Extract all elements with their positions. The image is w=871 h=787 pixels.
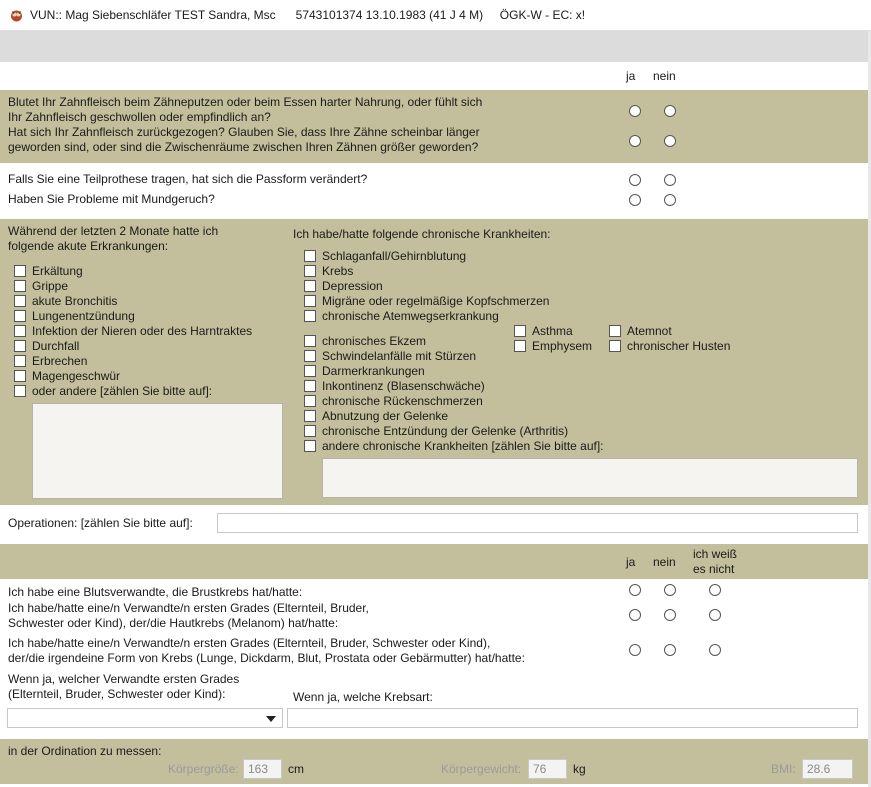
- gum-recession-no-radio[interactable]: [664, 135, 676, 147]
- chronic-dizziness-label: Schwindelanfälle mit Stürzen: [322, 349, 477, 363]
- other-cancer-dont-know-radio[interactable]: [709, 644, 721, 656]
- prosthesis-section: [0, 163, 868, 219]
- acute-vomiting-label: Erbrechen: [32, 354, 88, 368]
- cancer-type-label: Wenn ja, welche Krebsart:: [293, 690, 433, 704]
- chronic-stroke-label: Schlaganfall/Gehirnblutung: [322, 249, 467, 263]
- chronic-other-label: andere chronische Krankheiten [zählen Sie bitte auf]:: [322, 439, 604, 453]
- acute-cold-checkbox[interactable]: [14, 265, 26, 277]
- family-col-dont-know: ich weiß: [693, 547, 738, 561]
- acute-heading: Während der letzten 2 Monate hatte ich: [8, 224, 219, 238]
- weight-unit: kg: [573, 762, 586, 776]
- operations-label: Operationen: [zählen Sie bitte auf]:: [8, 516, 193, 530]
- chronic-respiratory-label: chronische Atemwegserkrankung: [322, 309, 499, 323]
- dyspnea-checkbox[interactable]: [609, 325, 621, 337]
- gum-questions-section: [0, 90, 868, 163]
- emphysema-label: Emphysem: [532, 339, 593, 353]
- gum-bleeding-question: Blutet Ihr Zahnfleisch beim Zähneputzen oder beim Essen harter Nahrung, oder fühlt sich: [8, 95, 483, 109]
- gum-recession-yes-radio[interactable]: [629, 135, 641, 147]
- acute-kidney-infection-label: Infektion der Nieren oder des Harntraktes: [32, 324, 253, 338]
- acute-other-label: oder andere [zählen Sie bitte auf]:: [32, 384, 213, 398]
- chronic-other-textarea[interactable]: [322, 458, 858, 498]
- chronic-arthritis-checkbox[interactable]: [304, 425, 316, 437]
- operations-section: [0, 505, 868, 544]
- other-cancer-no-radio[interactable]: [664, 644, 676, 656]
- chronic-incontinence-checkbox[interactable]: [304, 380, 316, 392]
- gum-bleeding-yes-radio[interactable]: [629, 105, 641, 117]
- toolbar-strip: [0, 31, 871, 62]
- acute-diarrhea-checkbox[interactable]: [14, 340, 26, 352]
- acute-flu-label: Grippe: [32, 279, 69, 293]
- height-label: Körpergröße:: [168, 762, 239, 776]
- acute-ulcer-label: Magengeschwür: [32, 369, 121, 383]
- family-header: [0, 544, 868, 579]
- relative-which-label: Wenn ja, welcher Verwandte ersten Grades: [8, 672, 240, 686]
- relative-select[interactable]: [7, 708, 283, 728]
- relative-which-label-cont: (Elternteil, Bruder, Schwester oder Kind):: [8, 687, 226, 701]
- height-unit: cm: [288, 762, 304, 776]
- chronic-cough-label: chronischer Husten: [627, 339, 731, 353]
- gum-recession-question: Hat sich Ihr Zahnfleisch zurückgezogen? Glauben Sie, dass Ihre Zähne scheinbar länger: [8, 125, 480, 139]
- chronic-eczema-checkbox[interactable]: [304, 335, 316, 347]
- dyspnea-label: Atemnot: [627, 324, 672, 338]
- melanoma-no-radio[interactable]: [664, 609, 676, 621]
- other-cancer-question: Ich habe/hatte eine/n Verwandte/n ersten Grades (Elternteil, Bruder, Schwester oder Kind),: [8, 636, 491, 650]
- chronic-back-pain-checkbox[interactable]: [304, 395, 316, 407]
- operations-input[interactable]: [217, 513, 858, 533]
- gum-bleeding-question-cont: Ihr Zahnfleisch geschwollen oder empfindlich an?: [8, 110, 271, 124]
- acute-ulcer-checkbox[interactable]: [14, 370, 26, 382]
- acute-cold-label: Erkältung: [32, 264, 83, 278]
- breast-cancer-no-radio[interactable]: [664, 584, 676, 596]
- chronic-dizziness-checkbox[interactable]: [304, 350, 316, 362]
- chronic-heading: Ich habe/hatte folgende chronische Krankheiten:: [293, 227, 551, 241]
- chronic-cancer-label: Krebs: [322, 264, 354, 278]
- melanoma-yes-radio[interactable]: [629, 609, 641, 621]
- acute-bronchitis-label: akute Bronchitis: [32, 294, 118, 308]
- measure-heading: in der Ordination zu messen:: [8, 744, 162, 758]
- chronic-bowel-label: Darmerkrankungen: [322, 364, 425, 378]
- window-titlebar: [0, 0, 871, 31]
- breast-cancer-yes-radio[interactable]: [629, 584, 641, 596]
- chronic-migraine-checkbox[interactable]: [304, 295, 316, 307]
- melanoma-question-cont: Schwester oder Kind), der/die Hautkrebs (Melanom) hat/hatte:: [8, 616, 339, 630]
- family-history-section: [0, 579, 868, 739]
- diseases-section: [0, 219, 868, 505]
- acute-heading-cont: folgende akute Erkrankungen:: [8, 239, 169, 253]
- asthma-label: Asthma: [532, 324, 573, 338]
- family-col-no: nein: [653, 555, 676, 569]
- acute-bronchitis-checkbox[interactable]: [14, 295, 26, 307]
- chronic-respiratory-checkbox[interactable]: [304, 310, 316, 322]
- asthma-checkbox[interactable]: [514, 325, 526, 337]
- chronic-cancer-checkbox[interactable]: [304, 265, 316, 277]
- melanoma-question: Ich habe/hatte eine/n Verwandte/n ersten Grades (Elternteil, Bruder,: [8, 601, 369, 615]
- acute-other-checkbox[interactable]: [14, 385, 26, 397]
- chronic-incontinence-label: Inkontinenz (Blasenschwäche): [322, 379, 485, 393]
- gum-bleeding-no-radio[interactable]: [664, 105, 676, 117]
- other-cancer-question-cont: der/die irgendeine Form von Krebs (Lunge, Dickdarm, Blut, Prostata oder Gebärmutter) hat/hatte:: [8, 651, 525, 665]
- chronic-eczema-label: chronisches Ekzem: [322, 334, 427, 348]
- chronic-cough-checkbox[interactable]: [609, 340, 621, 352]
- bad-breath-question: Haben Sie Probleme mit Mundgeruch?: [8, 192, 215, 206]
- melanoma-dont-know-radio[interactable]: [709, 609, 721, 621]
- chronic-depression-checkbox[interactable]: [304, 280, 316, 292]
- chronic-other-checkbox[interactable]: [304, 440, 316, 452]
- col-yes-label: ja: [626, 69, 636, 83]
- bad-breath-no-radio[interactable]: [664, 194, 676, 206]
- col-no-label: nein: [653, 69, 676, 83]
- emphysema-checkbox[interactable]: [514, 340, 526, 352]
- prosthesis-no-radio[interactable]: [664, 174, 676, 186]
- breast-cancer-question: Ich habe eine Blutsverwandte, die Brustkrebs hat/hatte:: [8, 585, 303, 599]
- cancer-type-input[interactable]: [287, 708, 858, 728]
- acute-kidney-infection-checkbox[interactable]: [14, 325, 26, 337]
- acute-other-textarea[interactable]: [32, 403, 283, 499]
- gum-recession-question-cont: geworden sind, oder sind die Zwischenräume zwischen Ihren Zähnen größer geworden?: [8, 140, 479, 154]
- acute-pneumonia-label: Lungenentzündung: [32, 309, 135, 323]
- bmi-label: BMI:: [771, 762, 796, 776]
- chronic-arthritis-label: chronische Entzündung der Gelenke (Arthritis): [322, 424, 569, 438]
- chronic-stroke-checkbox[interactable]: [304, 250, 316, 262]
- acute-vomiting-checkbox[interactable]: [14, 355, 26, 367]
- bmi-value: 28.6: [802, 759, 853, 779]
- family-col-yes: ja: [626, 555, 636, 569]
- measurements-section: [0, 739, 868, 784]
- oral-header: [0, 62, 868, 90]
- window-title: VUN:: Mag Siebenschläfer TEST Sandra, Msc 5743101374 13.10.1983 (41 J 4 M) ÖGK-W - EC: x!: [30, 8, 586, 22]
- app-logo-icon: [9, 8, 24, 23]
- breast-cancer-dont-know-radio[interactable]: [709, 584, 721, 596]
- family-col-dont-know-cont: es nicht: [693, 562, 735, 576]
- other-cancer-yes-radio[interactable]: [629, 644, 641, 656]
- acute-flu-checkbox[interactable]: [14, 280, 26, 292]
- acute-diarrhea-label: Durchfall: [32, 339, 80, 353]
- weight-value[interactable]: 76: [528, 759, 567, 779]
- chronic-migraine-label: Migräne oder regelmäßige Kopfschmerzen: [322, 294, 550, 308]
- chevron-down-icon: [266, 716, 276, 722]
- chronic-back-pain-label: chronische Rückenschmerzen: [322, 394, 483, 408]
- chronic-depression-label: Depression: [322, 279, 383, 293]
- height-value[interactable]: 163: [243, 759, 282, 779]
- prosthesis-yes-radio[interactable]: [629, 174, 641, 186]
- prosthesis-fit-question: Falls Sie eine Teilprothese tragen, hat sich die Passform verändert?: [8, 172, 368, 186]
- chronic-joint-wear-label: Abnutzung der Gelenke: [322, 409, 449, 423]
- weight-label: Körpergewicht:: [441, 762, 522, 776]
- chronic-joint-wear-checkbox[interactable]: [304, 410, 316, 422]
- acute-pneumonia-checkbox[interactable]: [14, 310, 26, 322]
- bad-breath-yes-radio[interactable]: [629, 194, 641, 206]
- chronic-bowel-checkbox[interactable]: [304, 365, 316, 377]
